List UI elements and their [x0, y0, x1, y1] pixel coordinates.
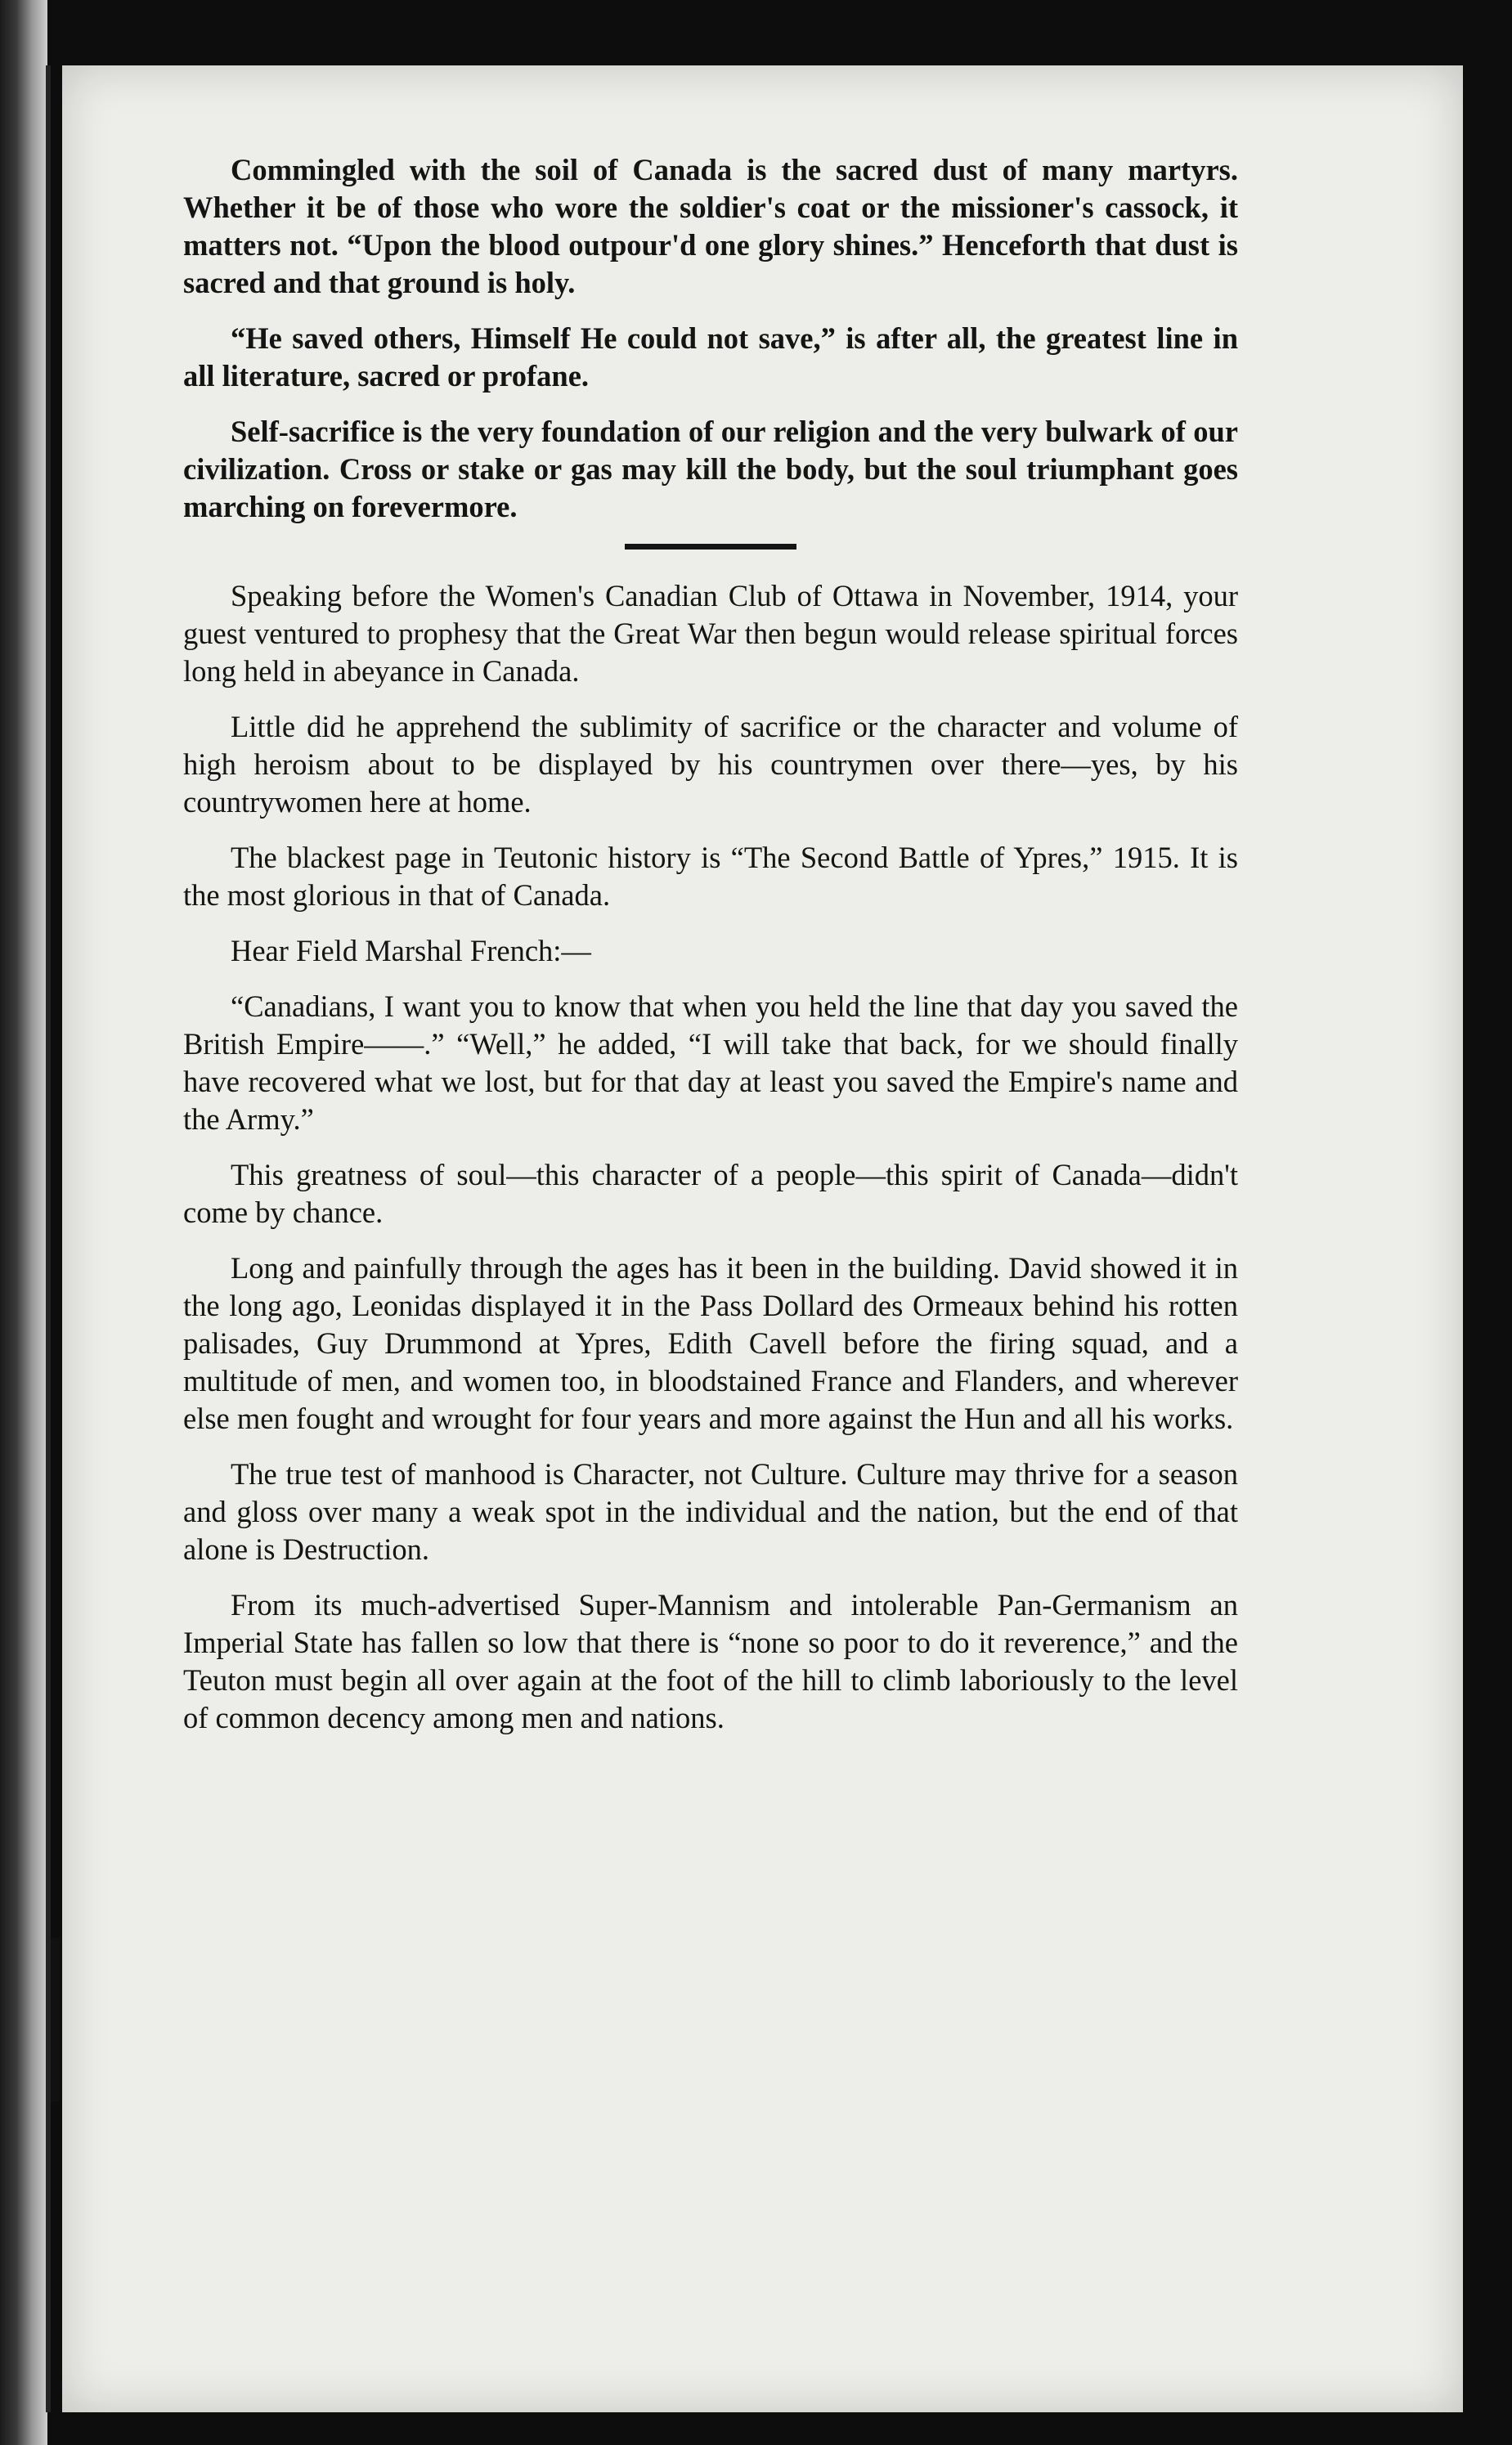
- binding-mark: [51, 1938, 60, 2102]
- paragraph-long-and-painfully: Long and painfully through the ages has it been in the building. David showed it in the long ago, Leonidas displayed it in the Pass Dollard des Ormeaux behind his rotten palisades, Guy Drummond at Ypres, Edith Cavell before the firing squad, and a multitude of men, and women too, in bloodstained France and Flanders, and wherever else men fought and wrought for four years and more against the Hun and all his works.: [183, 1251, 1238, 1435]
- paragraph-martyrs: Commingled with the soil of Canada is the sacred dust of many martyrs. Whether it be of those who wore the soldier's coat or the missioner's cassock, it matters not. “Upon the blood outpour'd one glory shines.” Henceforth that dust is sacred and that ground is holy.: [183, 153, 1238, 299]
- paragraph-hear-french: Hear Field Marshal French:—: [231, 934, 591, 967]
- paragraph-french-quote: “Canadians, I want you to know that when you held the line that day you saved the British Empire——.” “Well,” he added, “I will take that back, for we should finally have recovered what we lost, but for that day at least you saved the Empire's name and the Army.”: [183, 989, 1238, 1136]
- paragraph-self-sacrifice: Self-sacrifice is the very foundation of our religion and the very bulwark of our civilization. Cross or stake or gas may kill the body, but the soul triumphant goes marching on forevermore.: [183, 415, 1238, 523]
- page-text: [183, 151, 1238, 1755]
- paragraph-super-mannism: From its much-advertised Super-Mannism and intolerable Pan-Germanism an Imperial State has fallen so low that there is “none so poor to do it reverence,” and the Teuton must begin all over again at the foot of the hill to climb laboriously to the level of common decency among men and nations.: [183, 1588, 1238, 1734]
- paragraph-greatness: This greatness of soul—this character of a people—this spirit of Canada—didn't come by chance.: [183, 1158, 1238, 1229]
- section-divider: [625, 544, 796, 550]
- paragraph-true-test: The true test of manhood is Character, not Culture. Culture may thrive for a season and gloss over many a weak spot in the individual and the nation, but the end of that alone is Destruction.: [183, 1457, 1238, 1566]
- paragraph-little-did-he: Little did he apprehend the sublimity of sacrifice or the character and volume of high heroism about to be displayed by his countrymen over there—yes, by his countrywomen here at home.: [183, 710, 1238, 819]
- paragraph-saved-others: “He saved others, Himself He could not save,” is after all, the greatest line in all literature, sacred or profane.: [183, 321, 1238, 393]
- left-page-edge: [0, 0, 47, 2445]
- paragraph-blackest-page: The blackest page in Teutonic history is “The Second Battle of Ypres,” 1915. It is the most glorious in that of Canada.: [183, 841, 1238, 912]
- paragraph-speaking: Speaking before the Women's Canadian Club of Ottawa in November, 1914, your guest ventured to prophesy that the Great War then begun would release spiritual forces long held in abeyance in Canada.: [183, 579, 1238, 688]
